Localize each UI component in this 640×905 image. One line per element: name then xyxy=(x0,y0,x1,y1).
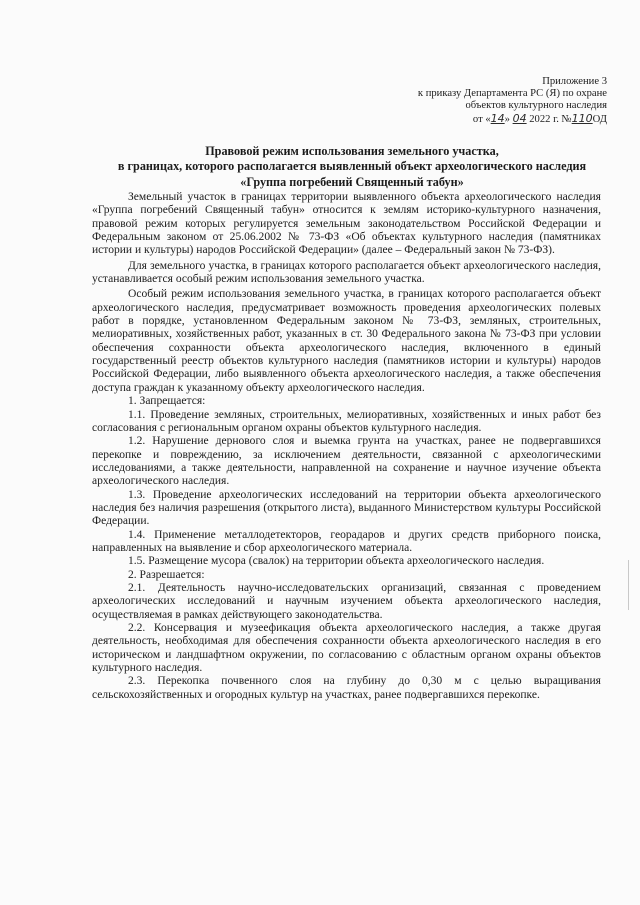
appendix-order-subject: объектов культурного наследия xyxy=(465,100,607,112)
scan-edge-mark xyxy=(628,560,629,610)
paragraph-regime-details: Особый режим использования земельного участка, в границах которого располагается объект археологического наследия, предусматривает возможность проведения археологических полевых работ в порядке, установленном Федеральным законом № 73-ФЗ, земляных, строительных, мелиоративных, хозяйственных работ, указанных в ст. 30 Федерального закона № 73-ФЗ при условии обеспечения сохранности объекта археологического наследия, включенного в единый государственный реестр объектов культурного наследия (памятников истории и культуры) народов Российской Федерации, либо выявленного объекта археологического наследия, а также обеспечения доступа граждан к указанному объекту археологического наследия. xyxy=(92,288,601,394)
order-number: 110 xyxy=(571,111,593,125)
item-1-1: 1.1. Проведение земляных, строительных, мелиоративных, хозяйственных и иных работ без согласования с региональным органом охраны объектов культурного наследия. xyxy=(92,408,601,434)
date-month: 04 xyxy=(512,111,527,125)
document-body xyxy=(92,191,601,702)
appendix-header xyxy=(377,76,607,126)
item-2-3: 2.3. Перекопка почвенного слоя на глубину до 0,30 м с целью выращивания сельскохозяйственных и огородных культур на участках, ранее подвергавшихся перекопке. xyxy=(92,675,601,701)
item-2-1: 2.1. Деятельность научно-исследовательских организаций, связанная с проведением археологических исследований и научным изучением объекта археологического наследия, осуществляемая в рамках действующего законодательства. xyxy=(92,581,601,621)
section-permitted-heading: 2. Разрешается: xyxy=(128,568,205,581)
title-line-1: Правовой режим использования земельного участка, xyxy=(205,144,499,158)
date-year: 2022 г. № xyxy=(529,113,572,125)
item-2-2: 2.2. Консервация и музеефикация объекта археологического наследия, а также другая деятельность, необходимая для обеспечения сохранности объекта археологического наследия в его историческом и ландшафтном окружении, по согласованию с областным органом охраны объектов культурного наследия. xyxy=(92,622,601,675)
order-suffix: ОД xyxy=(592,113,607,125)
date-prefix: от « xyxy=(472,113,491,125)
appendix-number: Приложение 3 xyxy=(542,76,607,87)
item-1-4: 1.4. Применение металлодетекторов, георадаров и других средств приборного поиска, направленных на выявление и сбор археологического материала. xyxy=(92,528,601,554)
item-1-2: 1.2. Нарушение дернового слоя и выемка грунта на участках, ранее не подвергавшихся перекопке и повреждению, за исключением деятельности, связанной с археологическими исследованиями, а также деятельности, направленной на сохранение и научное изучение объекта археологического наследия. xyxy=(92,435,601,488)
paragraph-intro: Земельный участок в границах территории выявленного объекта археологического наследия «Группа погребений Священный табун» относится к землям историко-культурного назначения, правовой режим которых регулируется земельным законодательством Российской Федерации и Федеральным законом от 25.06.2002 № 73-ФЗ «Об объектах культурного наследия (памятниках истории и культуры) народов Российской Федерации» (далее – Федеральный закон № 73-ФЗ). xyxy=(92,191,601,257)
paragraph-special-regime: Для земельного участка, в границах которого располагается объект археологического наследия, устанавливается особый режим использования земельного участка. xyxy=(92,259,601,286)
item-1-5: 1.5. Размещение мусора (свалок) на территории объекта археологического наследия. xyxy=(128,555,545,568)
date-day: 14 xyxy=(490,111,505,125)
appendix-order-ref: к приказу Департамента РС (Я) по охране xyxy=(417,88,607,100)
appendix-date-line xyxy=(377,113,607,126)
title-line-2: в границах, которого располагается выявленный объект археологического наследия xyxy=(117,159,587,174)
document-title xyxy=(96,144,608,190)
section-prohibited-heading: 1. Запрещается: xyxy=(128,395,206,408)
item-1-3: 1.3. Проведение археологических исследований на территории объекта археологического наследия без наличия разрешения (открытого листа), выданного Министерством культуры Российской Федерации. xyxy=(92,488,601,528)
title-line-3: «Группа погребений Священный табун» xyxy=(240,174,464,189)
date-mid: » xyxy=(504,113,510,125)
